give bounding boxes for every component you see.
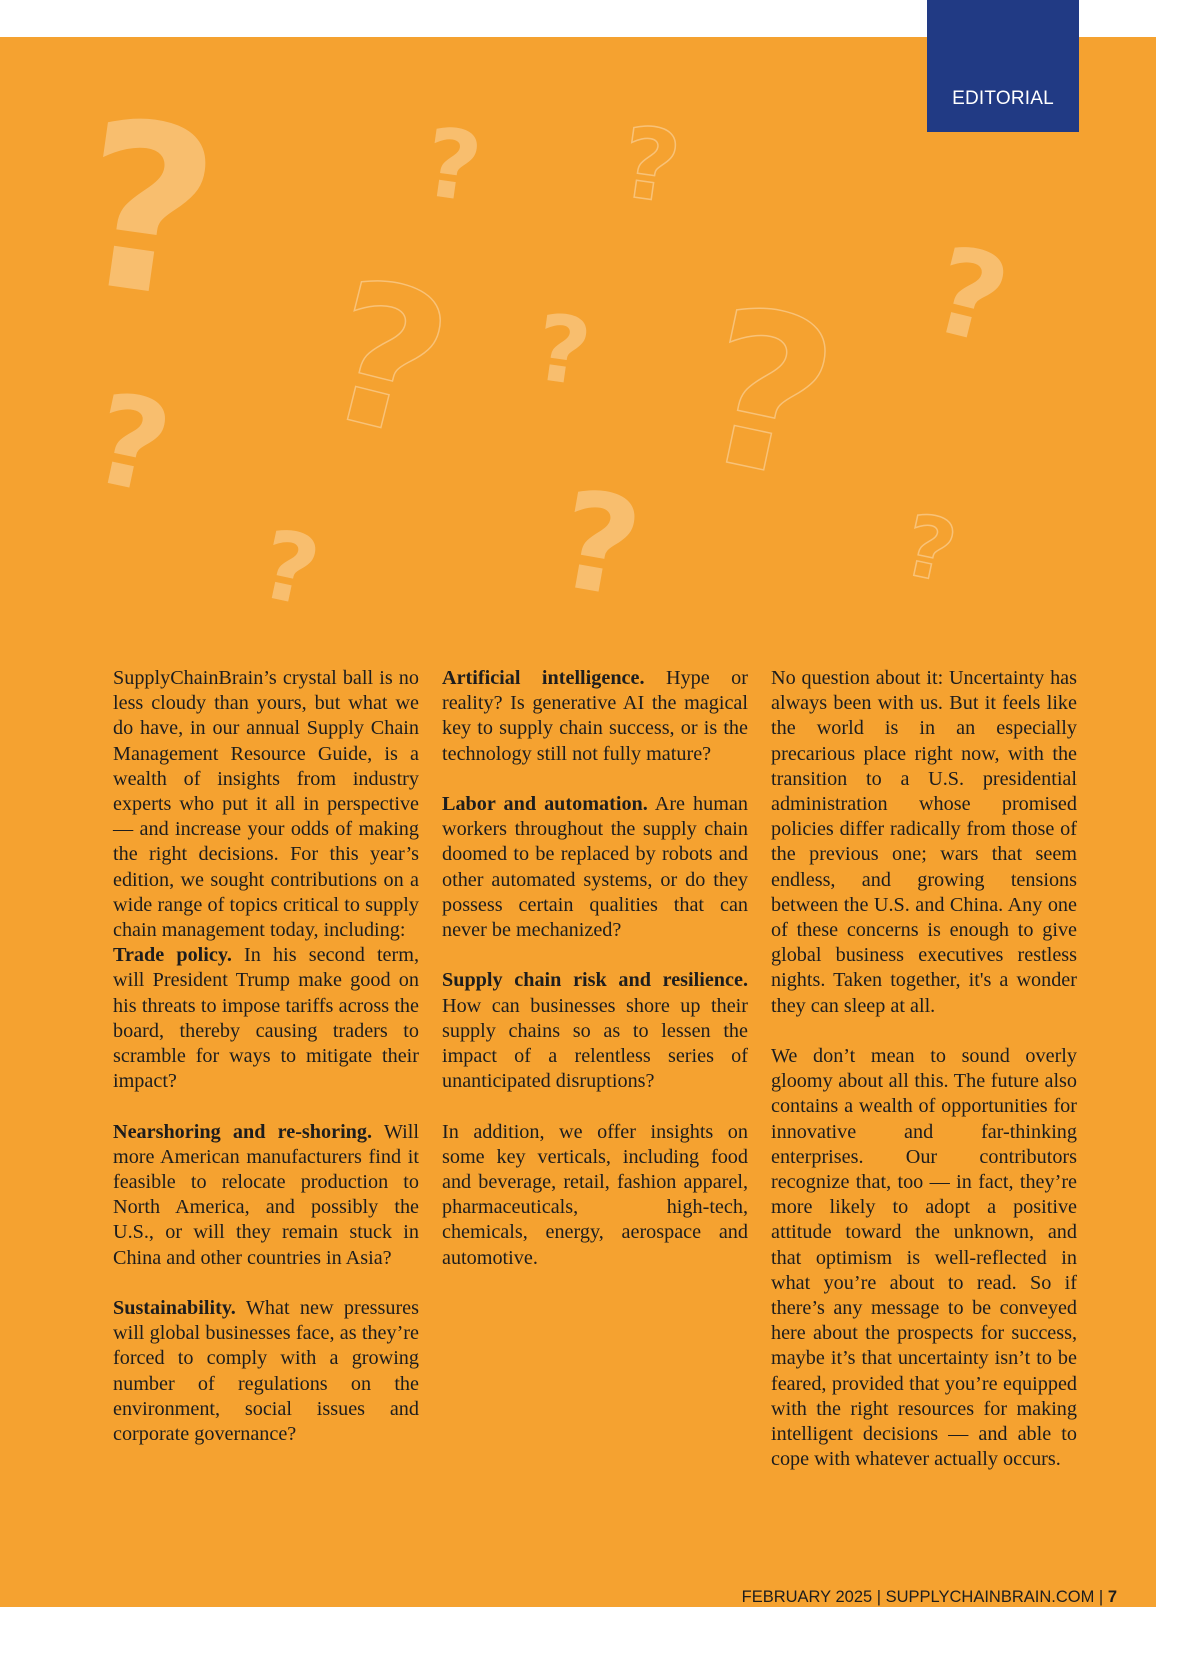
verticals-paragraph: In addition, we offer insights on some key verticals, including food and beverage, retail, fashion apparel, pharmaceuticals, high-tech, chemicals, energy, aerospace and automotive.: [442, 1120, 748, 1269]
intro-paragraph: SupplyChainBrain’s crystal ball is no less cloudy than yours, but what we do have, in our annual Supply Chain Management Resource Guide, is a wealth of insights from industry experts who put it all in perspective — and increase your odds of making the right decisions. For this year’s edition, we sought contributions on a wide range of topics critical to supply chain management today, including:: [113, 667, 419, 942]
trade-policy-heading: Trade policy.: [113, 944, 232, 967]
uncertainty-paragraph: No question about it: Uncertainty has always been with us. But it feels like the world is in an especially precarious place right now, with the transition to a U.S. presidential administration whose promised policies differ radically from those of the previous one; wars that seem endless, and growing tensions between the U.S. and China. Any one of these concerns is enough to give global business executives restless nights. Taken together, it's a wonder they can sleep at all.: [771, 667, 1077, 1017]
question-mark-icon: ?: [528, 293, 597, 408]
risk-paragraph: [442, 968, 748, 1094]
ai-text: Hype or reality? Is generative AI the magical key to supply chain success, or is the technology still not fully mature?: [442, 667, 748, 765]
question-mark-icon: ?: [680, 258, 855, 531]
article-column-2: [442, 666, 748, 1296]
section-label: EDITORIAL: [952, 88, 1054, 109]
question-mark-icon: ?: [80, 366, 182, 523]
trade-policy-paragraph: [113, 943, 419, 1094]
question-mark-icon: ?: [614, 105, 687, 227]
nearshoring-text: Will more American manufacturers find it feasible to relocate production to North America, and possibly the U.S., or will they remain stuck in China and other countries in Asia?: [113, 1120, 419, 1269]
question-mark-illustration: [0, 37, 1156, 637]
article-column-3: [771, 666, 1077, 1498]
sustainability-paragraph: [113, 1296, 419, 1447]
closing-paragraph: We don’t mean to sound overly gloomy about all this. The future also contains a wealth of opportunities for innovative and far-thinking enterprises. Our contributors recognize that, too — in fact, they’re more likely to adopt a positive attitude toward the unknown, and that optimism is well-reflected in what you’re about to read. So if there’s any message to be conveyed here about the prospects for success, maybe it’s that uncertainty isn’t to be feared, provided that you’re equipped with the right resources for making intelligent decisions — and able to cope with whatever actually occurs.: [771, 1045, 1077, 1471]
page-number: 7: [1107, 1588, 1117, 1606]
risk-heading: Supply chain risk and resilience.: [442, 969, 748, 992]
ai-paragraph: [442, 666, 748, 767]
ai-heading: Artificial intelligence.: [442, 667, 645, 689]
sustainability-text: What new pressures will global businesses face, as they’re forced to comply with a growing number of regulations on the environment, social issues and corporate governance?: [113, 1297, 419, 1446]
labor-paragraph: [442, 792, 748, 943]
question-mark-icon: ?: [895, 495, 965, 604]
question-mark-icon: ?: [62, 70, 232, 353]
labor-heading: Labor and automation.: [442, 793, 648, 815]
nearshoring-paragraph: [113, 1120, 419, 1271]
question-mark-icon: ?: [251, 509, 329, 629]
question-mark-icon: ?: [546, 460, 652, 629]
risk-text: How can businesses shore up their supply chains so as to lessen the impact of a relentless series of unanticipated disruptions?: [442, 994, 748, 1093]
page-footer: [742, 1588, 1117, 1607]
sustainability-heading: Sustainability.: [113, 1297, 236, 1320]
nearshoring-heading: Nearshoring and re-shoring.: [113, 1120, 373, 1143]
article-column-1: [113, 666, 419, 1472]
labor-text: Are human workers throughout the supply chain doomed to be replaced by robots and other automated systems, or do they possess certain qualities that can never be mechanized?: [442, 793, 748, 942]
footer-issue: FEBRUARY 2025 | SUPPLYCHAINBRAIN.COM |: [741, 1588, 1108, 1606]
question-mark-icon: ?: [919, 220, 1021, 373]
question-mark-icon: ?: [304, 235, 469, 484]
question-mark-icon: ?: [417, 107, 488, 225]
trade-policy-text: In his second term, will President Trump make good on his threats to impose tariffs across the board, thereby causing traders to scramble for ways to mitigate their impact?: [113, 944, 419, 1093]
